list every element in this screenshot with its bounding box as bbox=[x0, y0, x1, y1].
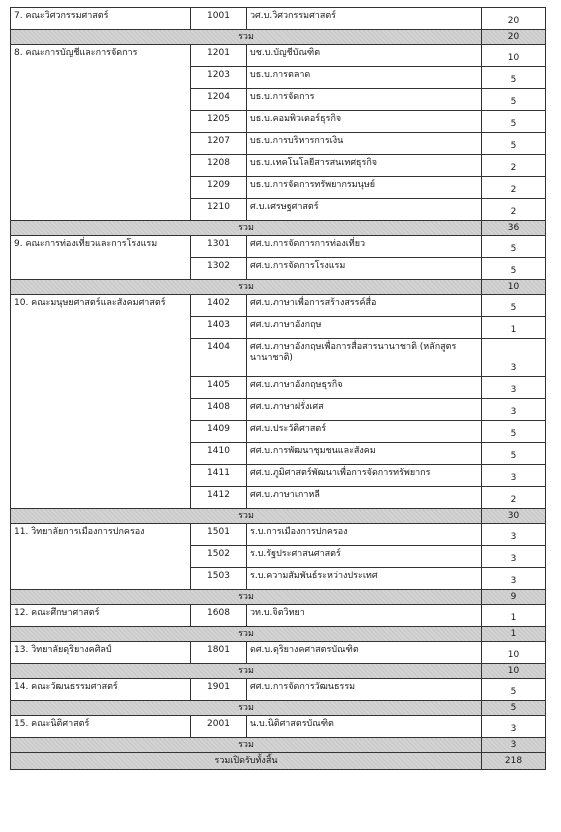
program-row bbox=[11, 524, 546, 546]
program-quota: 5 bbox=[482, 236, 546, 258]
program-code: 1404 bbox=[191, 339, 247, 377]
program-name: บธ.บ.เทคโนโลยีสารสนเทศธุรกิจ bbox=[247, 155, 482, 177]
program-name: ดศ.บ.ดุริยางคศาสตรบัณฑิต bbox=[247, 642, 482, 664]
program-quota: 3 bbox=[482, 524, 546, 546]
program-row bbox=[11, 642, 546, 664]
faculty-name: 11. วิทยาลัยการเมืองการปกครอง bbox=[11, 524, 191, 590]
program-quota: 1 bbox=[482, 605, 546, 627]
program-row bbox=[11, 45, 546, 67]
program-code: 1301 bbox=[191, 236, 247, 258]
faculty-name: 14. คณะวัฒนธรรมศาสตร์ bbox=[11, 679, 191, 701]
program-quota: 5 bbox=[482, 443, 546, 465]
program-name: ศศ.บ.ประวัติศาสตร์ bbox=[247, 421, 482, 443]
program-quota: 10 bbox=[482, 642, 546, 664]
program-name: บธ.บ.การตลาด bbox=[247, 67, 482, 89]
program-name: ศศ.บ.ภาษาอังกฤษธุรกิจ bbox=[247, 377, 482, 399]
program-code: 1408 bbox=[191, 399, 247, 421]
program-name: ศศ.บ.การพัฒนาชุมชนและสังคม bbox=[247, 443, 482, 465]
subtotal-value: 5 bbox=[482, 701, 546, 716]
subtotal-value: 1 bbox=[482, 627, 546, 642]
program-name: บธ.บ.การบริหารการเงิน bbox=[247, 133, 482, 155]
grand-total-value: 218 bbox=[482, 753, 546, 770]
program-code: 1501 bbox=[191, 524, 247, 546]
subtotal-row bbox=[11, 590, 546, 605]
program-code: 1207 bbox=[191, 133, 247, 155]
subtotal-label: รวม bbox=[11, 509, 482, 524]
subtotal-label: รวม bbox=[11, 664, 482, 679]
subtotal-value: 10 bbox=[482, 664, 546, 679]
subtotal-label: รวม bbox=[11, 221, 482, 236]
faculty-name: 8. คณะการบัญชีและการจัดการ bbox=[11, 45, 191, 221]
program-code: 1801 bbox=[191, 642, 247, 664]
program-code: 1302 bbox=[191, 258, 247, 280]
program-quota: 3 bbox=[482, 399, 546, 421]
program-quota: 10 bbox=[482, 45, 546, 67]
program-code: 1203 bbox=[191, 67, 247, 89]
program-quota: 5 bbox=[482, 421, 546, 443]
faculty-name: 9. คณะการท่องเที่ยวและการโรงแรม bbox=[11, 236, 191, 280]
program-quota: 5 bbox=[482, 295, 546, 317]
program-code: 1502 bbox=[191, 546, 247, 568]
subtotal-label: รวม bbox=[11, 738, 482, 753]
subtotal-row bbox=[11, 664, 546, 679]
subtotal-value: 36 bbox=[482, 221, 546, 236]
program-row bbox=[11, 679, 546, 701]
program-name: ศศ.บ.ภาษาอังกฤษเพื่อการสื่อสารนานาชาติ (หลักสูตรนานาชาติ) bbox=[247, 339, 482, 377]
program-name: บธ.บ.การจัดการ bbox=[247, 89, 482, 111]
program-row bbox=[11, 8, 546, 30]
program-quota: 3 bbox=[482, 465, 546, 487]
program-name: ศศ.บ.ภาษาฝรั่งเศส bbox=[247, 399, 482, 421]
program-code: 1405 bbox=[191, 377, 247, 399]
program-name: ศศ.บ.ภาษาอังกฤษ bbox=[247, 317, 482, 339]
program-code: 1402 bbox=[191, 295, 247, 317]
faculty-name: 12. คณะศึกษาศาสตร์ bbox=[11, 605, 191, 627]
subtotal-label: รวม bbox=[11, 590, 482, 605]
program-quota: 5 bbox=[482, 67, 546, 89]
program-quota: 3 bbox=[482, 546, 546, 568]
program-quota: 5 bbox=[482, 111, 546, 133]
program-name: ศศ.บ.การจัดการโรงแรม bbox=[247, 258, 482, 280]
program-name: ศศ.บ.ภาษาเกาหลี bbox=[247, 487, 482, 509]
program-name: บธ.บ.การจัดการทรัพยากรมนุษย์ bbox=[247, 177, 482, 199]
program-code: 1201 bbox=[191, 45, 247, 67]
program-quota: 5 bbox=[482, 258, 546, 280]
subtotal-row bbox=[11, 701, 546, 716]
program-name: บช.บ.บัญชีบัณฑิต bbox=[247, 45, 482, 67]
subtotal-value: 20 bbox=[482, 30, 546, 45]
program-row bbox=[11, 236, 546, 258]
program-code: 1208 bbox=[191, 155, 247, 177]
program-quota: 5 bbox=[482, 133, 546, 155]
subtotal-value: 3 bbox=[482, 738, 546, 753]
subtotal-label: รวม bbox=[11, 701, 482, 716]
program-quota: 5 bbox=[482, 89, 546, 111]
subtotal-label: รวม bbox=[11, 30, 482, 45]
program-code: 1608 bbox=[191, 605, 247, 627]
program-name: บธ.บ.คอมพิวเตอร์ธุรกิจ bbox=[247, 111, 482, 133]
program-name: วท.บ.จิตวิทยา bbox=[247, 605, 482, 627]
program-code: 1209 bbox=[191, 177, 247, 199]
subtotal-row bbox=[11, 221, 546, 236]
program-code: 1412 bbox=[191, 487, 247, 509]
program-quota: 3 bbox=[482, 568, 546, 590]
program-quota: 1 bbox=[482, 317, 546, 339]
program-row bbox=[11, 295, 546, 317]
grand-total-row bbox=[11, 753, 546, 770]
admission-quota-table bbox=[10, 7, 546, 770]
subtotal-row bbox=[11, 280, 546, 295]
subtotal-value: 30 bbox=[482, 509, 546, 524]
program-quota: 2 bbox=[482, 487, 546, 509]
program-quota: 2 bbox=[482, 199, 546, 221]
program-code: 1204 bbox=[191, 89, 247, 111]
program-quota: 5 bbox=[482, 679, 546, 701]
subtotal-row bbox=[11, 30, 546, 45]
subtotal-label: รวม bbox=[11, 280, 482, 295]
program-code: 2001 bbox=[191, 716, 247, 738]
program-name: ศศ.บ.ภูมิศาสตร์พัฒนาเพื่อการจัดการทรัพยากร bbox=[247, 465, 482, 487]
subtotal-row bbox=[11, 627, 546, 642]
program-name: วศ.บ.วิศวกรรมศาสตร์ bbox=[247, 8, 482, 30]
faculty-name: 7. คณะวิศวกรรมศาสตร์ bbox=[11, 8, 191, 30]
program-row bbox=[11, 716, 546, 738]
program-name: ศศ.บ.ภาษาเพื่อการสร้างสรรค์สื่อ bbox=[247, 295, 482, 317]
faculty-name: 15. คณะนิติศาสตร์ bbox=[11, 716, 191, 738]
program-quota: 2 bbox=[482, 155, 546, 177]
program-code: 1901 bbox=[191, 679, 247, 701]
program-code: 1001 bbox=[191, 8, 247, 30]
program-code: 1403 bbox=[191, 317, 247, 339]
program-code: 1503 bbox=[191, 568, 247, 590]
program-quota: 3 bbox=[482, 716, 546, 738]
table-body bbox=[11, 8, 546, 770]
subtotal-value: 10 bbox=[482, 280, 546, 295]
program-quota: 3 bbox=[482, 339, 546, 377]
subtotal-row bbox=[11, 509, 546, 524]
program-name: ร.บ.ความสัมพันธ์ระหว่างประเทศ bbox=[247, 568, 482, 590]
program-quota: 20 bbox=[482, 8, 546, 30]
program-name: น.บ.นิติศาสตรบัณฑิต bbox=[247, 716, 482, 738]
program-name: ศ.บ.เศรษฐศาสตร์ bbox=[247, 199, 482, 221]
program-code: 1411 bbox=[191, 465, 247, 487]
program-code: 1409 bbox=[191, 421, 247, 443]
subtotal-value: 9 bbox=[482, 590, 546, 605]
program-code: 1205 bbox=[191, 111, 247, 133]
program-name: ร.บ.การเมืองการปกครอง bbox=[247, 524, 482, 546]
program-quota: 2 bbox=[482, 177, 546, 199]
faculty-name: 10. คณะมนุษยศาสตร์และสังคมศาสตร์ bbox=[11, 295, 191, 509]
program-name: ศศ.บ.การจัดการการท่องเที่ยว bbox=[247, 236, 482, 258]
program-code: 1210 bbox=[191, 199, 247, 221]
program-code: 1410 bbox=[191, 443, 247, 465]
program-row bbox=[11, 605, 546, 627]
subtotal-row bbox=[11, 738, 546, 753]
subtotal-label: รวม bbox=[11, 627, 482, 642]
program-name: ศศ.บ.การจัดการวัฒนธรรม bbox=[247, 679, 482, 701]
program-name: ร.บ.รัฐประศาสนศาสตร์ bbox=[247, 546, 482, 568]
grand-total-label: รวมเปิดรับทั้งสิ้น bbox=[11, 753, 482, 770]
faculty-name: 13. วิทยาลัยดุริยางคศิลป์ bbox=[11, 642, 191, 664]
program-quota: 3 bbox=[482, 377, 546, 399]
